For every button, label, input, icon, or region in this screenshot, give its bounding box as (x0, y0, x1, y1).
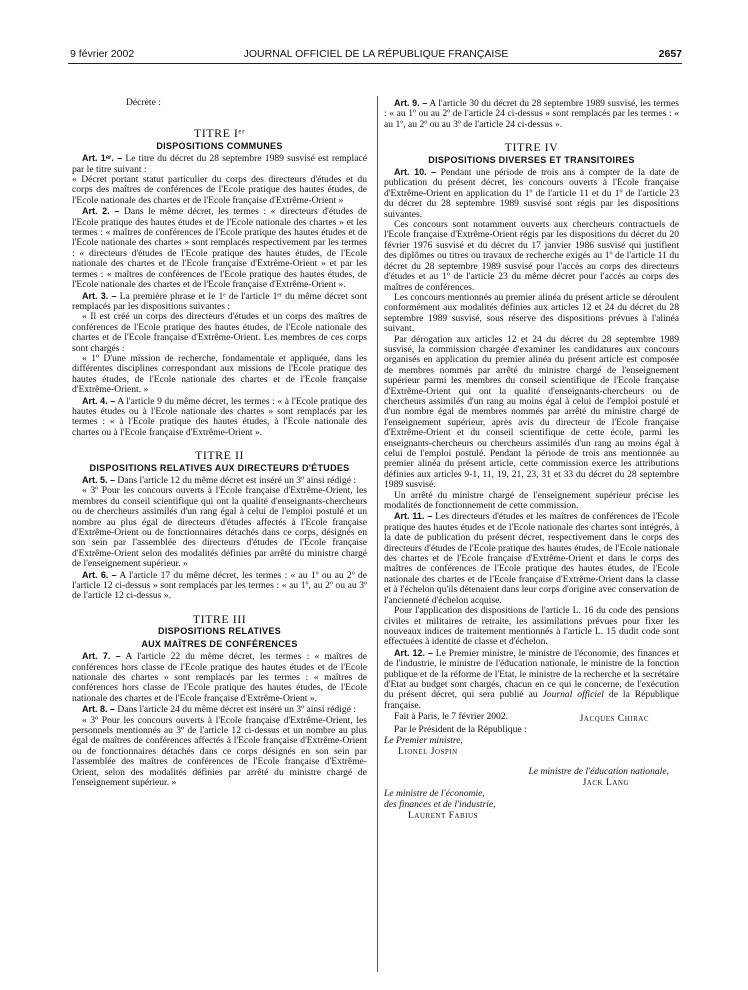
article-6-label: Art. 6. – (82, 569, 117, 580)
article-3-text: La première phrase et le 1ᵉ de l'article 1ᵉʳ du même décret sont remplacés par les dispositions suivantes : (72, 290, 367, 312)
page-header (70, 48, 682, 62)
signature-president: Jacques Chirac (579, 712, 649, 724)
article-5-text: Dans l'article 12 du même décret est inséré un 3º ainsi rédigé : (115, 475, 357, 486)
signature-economie-title-2: des finances et de l'industrie, (384, 798, 496, 810)
article-1-quote: « Décret portant statut particulier du corps des directeurs d'études et du corps des maîtres de conférences de l'Ecole pratique des hautes études, de l'Ecole nationale des chartes et de l'Ecole française d'Extrême-Orient » (72, 174, 367, 206)
titre-4-heading: TITRE IV (504, 140, 559, 155)
article-1 (72, 153, 367, 175)
signature-economie-title-1: Le ministre de l'économie, (384, 787, 485, 799)
article-12 (384, 648, 679, 711)
titre-2-subheading: DISPOSITIONS RELATIVES AUX DIRECTEURS D'ÉTUDES (89, 462, 350, 473)
journal-officiel-italic: Journal officiel (542, 689, 604, 701)
article-10-paragraph-2: Ces concours sont notamment ouverts aux chercheurs contractuels de l'Ecole française d'Extrême-Orient régis par les dispositions du décret du 20 février 1976 susvisé et du décret du 17 janvier 1986 susvisé qui justifient des diplômes ou titres ou travaux de recherche exigés au 1º de l'article 11 du décret du 28 septembre 1989 susvisé pour l'accès au corps des directeurs d'études et au 1º de l'article 23 du même décret pour l'accès au corps des maîtres de conférences. (384, 219, 679, 293)
article-3-quote-2: « 1º D'une mission de recherche, fondamentale et appliquée, dans les différentes disciplines correspondant aux missions de l'Ecole pratique des hautes études, de l'Ecole nationale des chartes et de l'Ecole française d'Extrême-Orient. » (72, 352, 367, 396)
article-3 (72, 291, 367, 313)
article-7-text: A l'article 22 du même décret, les termes : « maîtres de conférences hors classe de l'Ecole pratique des hautes études et de l'Ecole nationale des chartes » sont remplacés par les termes : « maîtres de conférences hors classe de l'Ecole pratique des hautes études, de l'Ecole nationale des chartes et de l'Ecole française d'Extrême-Orient ». (72, 651, 368, 704)
article-11-label: Art. 11. – (394, 511, 433, 522)
article-2-label: Art. 2. – (82, 206, 120, 217)
signature-block (384, 713, 679, 821)
header-rule (68, 63, 682, 64)
article-11-paragraph-2: Pour l'application des dispositions de l'article L. 16 du code des pensions civiles et militaires de retraite, les assimilations prévues pour fixer les nouveaux indices de traitement mentionnés à l'article L. 15 dudit code sont effectuées à identité de classe et d'échelon. (384, 605, 679, 648)
signature-education-title: Le ministre de l'éducation nationale, (528, 765, 669, 777)
signature-education-name: Jack Lang (582, 776, 629, 788)
decrete-line: Décrète : (126, 97, 161, 108)
article-1-text: Le titre du décret du 28 septembre 1989 susvisé est remplacé par le titre suivant : (72, 153, 367, 175)
titre-4-subheading: DISPOSITIONS DIVERSES ET TRANSITOIRES (428, 154, 635, 165)
right-column (384, 98, 679, 821)
article-9 (384, 98, 679, 130)
article-9-label: Art. 9. – (394, 98, 428, 108)
article-11-text: Les directeurs d'études et les maîtres de conférences de l'Ecole pratique des hautes études et de l'Ecole nationale des chartes sont intégrés, à la date de publication du présent décret, respectivement dans le corps des directeurs d'études de l'Ecole pratique des hautes études, de l'Ecole nationale des chartes et de l'Ecole française d'Extrême-Orient et dans le corps des maîtres de conférences de l'Ecole pratique des hautes études, de l'Ecole nationale des chartes et de l'Ecole française d'Extrême-Orient dans la classe et à l'échelon qu'ils détenaient dans leur corps d'origine avec conservation de l'ancienneté d'échelon acquise. (384, 511, 679, 606)
article-12-text: Le Premier ministre, le ministre de l'économie, des finances et de l'industrie, le ministre de l'éducation nationale, le ministre de la fonction publique et de la réforme de l'Etat, le ministre de la recherche et la secrétaire d'Etat au budget sont chargés, chacun en ce qui le concerne, de l'exécution du présent décret, qui sera publié au (384, 647, 679, 701)
header-date: 9 février 2002 (70, 48, 135, 60)
left-column (72, 98, 367, 788)
article-6 (72, 570, 367, 602)
article-8-label: Art. 8. – (82, 704, 116, 715)
article-2-text: Dans le même décret, les termes : « directeurs d'études de l'Ecole pratique des hautes études et de l'Ecole nationale des chartes » et les termes : « maîtres de conférences de l'Ecole pratique des hautes études et de l'Ecole nationale des chartes » sont remplacés respectivement par les termes : « directeurs d'études de l'Ecole pratique des hautes études, de l'Ecole nationale des chartes et de l'Ecole française d'Extrême-Orient » et par les termes : « maîtres de conférences de l'Ecole pratique des hautes études, de l'Ecole nationale des chartes et de l'Ecole française d'Extrême-Orient ». (72, 206, 368, 291)
article-4 (72, 396, 367, 439)
article-2 (72, 206, 367, 290)
titre-1-subheading: DISPOSITIONS COMMUNES (156, 140, 283, 151)
header-journal-title: JOURNAL OFFICIEL DE LA RÉPUBLIQUE FRANÇAISE (243, 48, 509, 60)
titre-2-heading: TITRE II (195, 448, 244, 463)
article-7-label: Art. 7. – (82, 651, 121, 662)
titre-3-heading: TITRE III (192, 611, 247, 626)
signature-par-le-president: Par le Président de la République : (394, 723, 527, 735)
article-4-label: Art. 4. – (82, 395, 116, 406)
article-6-text: A l'article 17 du même décret, les termes : « au 1º ou au 2º de l'article 12 ci-dessus » sont remplacés par les termes : « au 1º, au 2º ou au 3º de l'article 12 ci-dessus ». (72, 569, 367, 602)
article-5-quote: « 3º Pour les concours ouverts à l'Ecole française d'Extrême-Orient, les membres du conseil scientifique qui ont la qualité d'enseignants-chercheurs ou de chercheurs assimilés d'un rang égal à celui de l'emploi postulé et un nombre au plus égal de directeurs d'études affectés à l'Ecole française d'Extrême-Orient ou de fonctionnaires détachés dans ce corps, désignés en son sein par l'assemblée des directeurs d'études de l'Ecole française d'Extrême-Orient selon des modalités définies par arrêté du ministre chargé de l'enseignement supérieur. » (72, 485, 367, 570)
titre-1-heading: TITRE Iᵉʳ (193, 126, 246, 141)
article-5-label: Art. 5. – (82, 475, 116, 485)
header-page-number: 2657 (658, 48, 682, 60)
article-8-text: Dans l'article 24 du même décret est inséré un 3º ainsi rédigé : (115, 704, 357, 716)
article-3-quote-1: « Il est créé un corps des directeurs d'études et un corps des maîtres de conférences de l'Ecole pratique des hautes études, de l'Ecole nationale des chartes et de l'Ecole française d'Extrême-Orient. Les membres de ces corps sont chargés : (72, 311, 367, 354)
signature-pm-title: Le Premier ministre, (384, 734, 463, 746)
article-7 (72, 651, 367, 704)
article-1-label: Art. 1ᵉʳ. – (82, 153, 123, 164)
article-10 (384, 167, 679, 220)
fait-a-paris: Fait à Paris, le 7 février 2002. (394, 711, 509, 723)
article-10-label: Art. 10. – (394, 167, 437, 178)
signature-pm-name: Lionel Jospin (398, 745, 458, 757)
article-11 (384, 511, 679, 606)
signature-economie-name: Laurent Fabius (408, 809, 478, 821)
titre-3-subheading-1: DISPOSITIONS RELATIVES (158, 626, 281, 637)
article-3-label: Art. 3. – (82, 290, 117, 301)
column-divider (377, 96, 378, 972)
titre-3-subheading-2: AUX MAÎTRES DE CONFÉRENCES (141, 638, 298, 649)
article-10-paragraph-4: Par dérogation aux articles 12 et 24 du décret du 28 septembre 1989 susvisé, la commission chargée d'examiner les candidatures aux concours organisés en application du premier alinéa du présent article est composée de membres nommés par arrêté du ministre chargé de l'enseignement supérieur parmi les membres du conseil scientifique de l'Ecole française d'Extrême-Orient qui ont la qualité d'enseignants-chercheurs ou de chercheurs assimilés d'un rang au moins égal à celui de l'emploi postulé et d'un nombre égal de membres nommés par arrêté du ministre chargé de l'enseignement supérieur, après avis du directeur de l'Ecole française d'Extrême-Orient et du conseil scientifique de cette école, parmi les enseignants-chercheurs ou chercheurs assimilés d'un rang au moins égal à celui de l'emploi postulé. Pendant la période de trois ans mentionnée au premier alinéa du présent article, cette commission exerce les attributions définies aux articles 9-1, 11, 19, 21, 23, 31 et 33 du décret du 28 septembre 1989 susvisé. (384, 333, 679, 491)
article-8-quote: « 3º Pour les concours ouverts à l'Ecole française d'Extrême-Orient, les personnels mentionnés au 3º de l'article 12 ci-dessus et un nombre au plus égal de maîtres de conférences affectés à l'Ecole française d'Extrême-Orient ou de fonctionnaires détachés dans ce corps désignés en son sein par l'assemblée des maîtres de conférences de l'Ecole française d'Extrême-Orient, selon des modalités définies par arrêté du ministre chargé de l'enseignement supérieur. » (72, 714, 367, 788)
article-12-label: Art. 12. – (394, 647, 433, 658)
article-9-text: A l'article 30 du décret du 28 septembre 1989 susvisé, les termes : « au 1º ou au 2º de l'article 24 ci-dessus » sont remplacés par les termes : « au 1º, au 2º ou au 3º de l'article 24 ci-dessus ». (384, 98, 679, 130)
article-4-text: A l'article 9 du même décret, les termes : « à l'Ecole pratique des hautes études ou à l'Ecole nationale des chartes » sont remplacés par les termes : « à l'Ecole pratique des hautes études, à l'Ecole nationale des chartes ou à l'Ecole française d'Extrême-Orient ». (72, 395, 367, 438)
article-10-text: Pendant une période de trois ans à compter de la date de publication du présent décret, les concours ouverts à l'Ecole française d'Extrême-Orient en application du 1º de l'article 11 et du 1º de l'article 23 du décret du 28 septembre 1989 susvisé sont régis par les dispositions suivantes. (384, 167, 679, 220)
article-12-text-end: de la République française. (384, 689, 680, 711)
article-10-paragraph-3: Les concours mentionnés au premier alinéa du présent article se déroulent conformément aux modalités définies aux articles 12 et 24 du décret du 28 septembre 1989 susvisé, sous réserve des dispositions prévues à l'alinéa suivant. (384, 291, 679, 335)
article-10-paragraph-5: Un arrêté du ministre chargé de l'enseignement supérieur précise les modalités de fonctionnement de cette commission. (384, 489, 679, 512)
article-8 (72, 704, 367, 715)
